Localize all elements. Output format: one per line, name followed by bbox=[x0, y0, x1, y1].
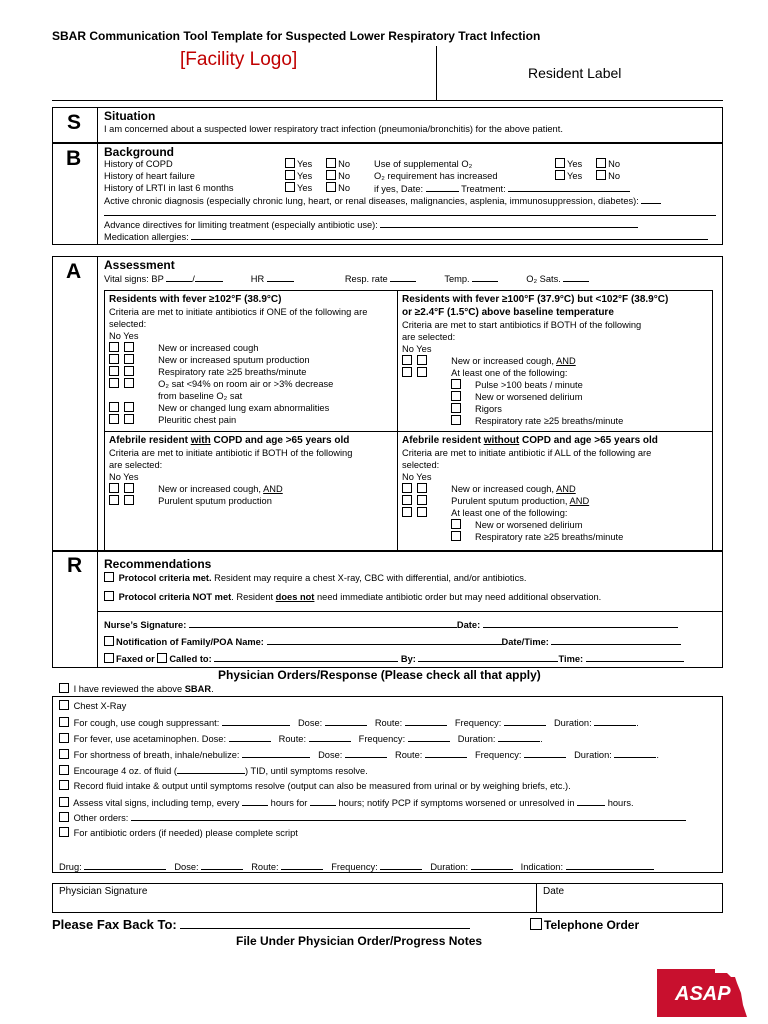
fever-102-item: O₂ sat <94% on room air or >3% decrease bbox=[109, 378, 393, 390]
temp-field[interactable] bbox=[472, 272, 498, 282]
fax-row: Please Fax Back To: bbox=[52, 917, 470, 932]
criteria-met-row: Protocol criteria met. Resident may require a chest X-ray, CBC with differential, and/or antibiotics. bbox=[104, 572, 526, 584]
afebrile-nocopd-item: Purulent sputum production, AND bbox=[402, 495, 710, 507]
item-no-checkbox[interactable] bbox=[402, 483, 412, 493]
item-no-checkbox[interactable] bbox=[109, 495, 119, 505]
item-yes-checkbox[interactable] bbox=[124, 495, 134, 505]
resp-field[interactable] bbox=[390, 272, 416, 282]
sob-medication-field[interactable] bbox=[242, 748, 310, 758]
copd-yes-checkbox[interactable] bbox=[285, 158, 295, 168]
sub-item-checkbox[interactable] bbox=[451, 391, 461, 401]
hf-yes-checkbox[interactable] bbox=[285, 170, 295, 180]
time-field[interactable] bbox=[586, 652, 684, 662]
item-yes-checkbox[interactable] bbox=[124, 402, 134, 412]
fluid-row: Encourage 4 oz. of fluid ( ) TID, until symptoms resolve. bbox=[59, 764, 368, 777]
letter-divider bbox=[97, 143, 98, 245]
recommendations-section bbox=[52, 551, 723, 668]
cough-frequency-field[interactable] bbox=[504, 716, 546, 726]
copd-no-checkbox[interactable] bbox=[326, 158, 336, 168]
afebrile-copd-title: Afebrile resident with COPD and age >65 years old bbox=[109, 435, 350, 446]
item-yes-checkbox[interactable] bbox=[417, 367, 427, 377]
o2-inc-no-checkbox[interactable] bbox=[596, 170, 606, 180]
lrti-yes-checkbox[interactable] bbox=[285, 182, 295, 192]
cough-route-field[interactable] bbox=[405, 716, 447, 726]
record-checkbox[interactable] bbox=[59, 780, 69, 790]
fever-row: For fever, use acetaminophen. Dose: Route: Frequency: Duration: . bbox=[59, 732, 543, 745]
situation-section bbox=[52, 107, 723, 143]
telephone-order-checkbox[interactable] bbox=[530, 918, 542, 930]
physician-date-label: Date bbox=[543, 886, 565, 897]
no-yes-header: No Yes bbox=[402, 344, 432, 354]
drug-duration-field[interactable] bbox=[471, 860, 513, 870]
item-no-checkbox[interactable] bbox=[109, 378, 119, 388]
assessment-letter: A bbox=[66, 260, 82, 283]
situation-letter: S bbox=[67, 111, 82, 134]
physician-date-field[interactable] bbox=[543, 900, 713, 910]
xray-row: Chest X-Ray bbox=[59, 700, 126, 712]
fever-100-item: At least one of the following: bbox=[402, 367, 710, 379]
notification-datetime-field[interactable] bbox=[551, 635, 681, 645]
supp-o2-no-checkbox[interactable] bbox=[596, 158, 606, 168]
fever-frequency-field[interactable] bbox=[408, 732, 450, 742]
sob-row: For shortness of breath, inhale/nebulize: Dose: Route: Frequency: Duration: . bbox=[59, 748, 659, 761]
fever-100-criteria-2: are selected: bbox=[402, 332, 456, 342]
fever-route-field[interactable] bbox=[309, 732, 351, 742]
fever-102-item: Pleuritic chest pain bbox=[109, 414, 393, 426]
copd-label: History of COPD bbox=[104, 159, 173, 169]
heart-failure-label: History of heart failure bbox=[104, 171, 195, 181]
other-orders-checkbox[interactable] bbox=[59, 812, 69, 822]
afebrile-nocopd-sub-item: Respiratory rate ≥25 breaths/minute bbox=[402, 531, 710, 543]
other-orders-field[interactable] bbox=[131, 811, 686, 821]
facility-logo-placeholder: [Facility Logo] bbox=[180, 49, 298, 70]
background-section bbox=[52, 143, 723, 245]
drug-dose-field[interactable] bbox=[201, 860, 243, 870]
resident-label: Resident Label bbox=[528, 65, 622, 81]
lrti-no-checkbox[interactable] bbox=[326, 182, 336, 192]
fax-number-field[interactable] bbox=[180, 917, 470, 929]
antibiotic-row: For antibiotic orders (if needed) please complete script bbox=[59, 827, 298, 839]
physician-signature-field[interactable] bbox=[61, 900, 529, 910]
fever-102-item: Respiratory rate ≥25 breaths/minute bbox=[109, 366, 393, 378]
fluid-amount-field[interactable] bbox=[177, 764, 245, 774]
letter-divider bbox=[97, 256, 98, 551]
letter-divider bbox=[97, 107, 98, 143]
fever-100-item: New or increased cough, AND bbox=[402, 355, 710, 367]
recommendations-heading: Recommendations bbox=[104, 557, 212, 571]
item-yes-checkbox[interactable] bbox=[124, 366, 134, 376]
situation-text: I am concerned about a suspected lower respiratory tract infection (pneumonia/bronchitis) for the above patient. bbox=[104, 124, 563, 134]
reviewed-checkbox[interactable] bbox=[59, 683, 69, 693]
sub-item-checkbox[interactable] bbox=[451, 531, 461, 541]
physician-orders-box bbox=[52, 696, 723, 873]
physician-signature-label: Physician Signature bbox=[59, 886, 148, 897]
o2-inc-yes-checkbox[interactable] bbox=[555, 170, 565, 180]
o2-sats-field[interactable] bbox=[563, 272, 589, 282]
advance-field[interactable] bbox=[380, 218, 638, 228]
telephone-order-row: Telephone Order bbox=[530, 918, 639, 932]
afebrile-nocopd-item: At least one of the following: bbox=[402, 507, 710, 519]
chronic-field[interactable] bbox=[641, 194, 661, 204]
criteria-grid bbox=[104, 290, 713, 552]
item-no-checkbox[interactable] bbox=[109, 414, 119, 424]
afebrile-nocopd-item: New or increased cough, AND bbox=[402, 483, 710, 495]
item-no-checkbox[interactable] bbox=[402, 495, 412, 505]
sub-item-checkbox[interactable] bbox=[451, 519, 461, 529]
allergies-field[interactable] bbox=[191, 230, 708, 240]
nurse-date-field[interactable] bbox=[483, 618, 678, 628]
vitals-hours-field[interactable] bbox=[310, 796, 336, 806]
notification-checkbox[interactable] bbox=[104, 636, 114, 646]
afebrile-nocopd-criteria-2: selected: bbox=[402, 460, 440, 470]
fever-dose-field[interactable] bbox=[229, 732, 271, 742]
item-no-checkbox[interactable] bbox=[109, 354, 119, 364]
faxed-checkbox[interactable] bbox=[104, 653, 114, 663]
called-checkbox[interactable] bbox=[157, 653, 167, 663]
afebrile-nocopd-sub-item: New or worsened delirium bbox=[402, 519, 710, 531]
if-yes-date-row: if yes, Date: Treatment: bbox=[374, 182, 630, 195]
hf-no-checkbox[interactable] bbox=[326, 170, 336, 180]
fever-100-sub-item: Rigors bbox=[402, 403, 710, 415]
o2-inc-yes-no: Yes No bbox=[555, 170, 620, 182]
fever-100-sub-item: New or worsened delirium bbox=[402, 391, 710, 403]
bp-systolic-field[interactable] bbox=[166, 272, 192, 282]
faxed-called-row: Faxed or Called to: By: Time: bbox=[104, 652, 684, 665]
by-field[interactable] bbox=[418, 652, 558, 662]
file-under-note: File Under Physician Order/Progress Notes bbox=[236, 934, 483, 948]
afebrile-nocopd-box bbox=[402, 434, 710, 543]
item-yes-checkbox[interactable] bbox=[124, 354, 134, 364]
item-yes-checkbox[interactable] bbox=[417, 507, 427, 517]
fever-102-box bbox=[109, 293, 393, 426]
fever-100-box bbox=[402, 293, 710, 427]
bp-diastolic-field[interactable] bbox=[195, 272, 223, 282]
item-yes-checkbox[interactable] bbox=[124, 483, 134, 493]
physician-heading: Physician Orders/Response (Please check all that apply) bbox=[218, 668, 541, 682]
assessment-heading: Assessment bbox=[104, 258, 175, 272]
other-orders-row: Other orders: bbox=[59, 811, 686, 824]
sub-item-checkbox[interactable] bbox=[451, 415, 461, 425]
vitals-order-checkbox[interactable] bbox=[59, 797, 69, 807]
fever-102-item: New or changed lung exam abnormalities bbox=[109, 402, 393, 414]
item-yes-checkbox[interactable] bbox=[417, 483, 427, 493]
fever-100-sub-item: Pulse >100 beats / minute bbox=[402, 379, 710, 391]
assessment-section bbox=[52, 256, 723, 551]
allergies-row: Medication allergies: bbox=[104, 230, 708, 243]
no-yes-header: No Yes bbox=[109, 472, 139, 482]
fever-100-sub-item: Respiratory rate ≥25 breaths/minute bbox=[402, 415, 710, 427]
afebrile-copd-box bbox=[109, 434, 393, 507]
cough-checkbox[interactable] bbox=[59, 717, 69, 727]
chronic-row: Active chronic diagnosis (especially chronic lung, heart, or renal diseases, malignancies, asplenia, immunosuppression, diabetes): bbox=[104, 194, 661, 207]
hf-yes-no: Yes No bbox=[285, 170, 350, 182]
sob-frequency-field[interactable] bbox=[524, 748, 566, 758]
script-row: Drug: Dose: Route: Frequency: Duration: Indication: bbox=[59, 860, 654, 873]
o2-date-field[interactable] bbox=[426, 182, 459, 192]
fever-102-item: New or increased cough bbox=[109, 342, 393, 354]
fever-102-title: Residents with fever ≥102°F (38.9°C) bbox=[109, 294, 282, 305]
item-yes-checkbox[interactable] bbox=[417, 495, 427, 505]
advance-row: Advance directives for limiting treatment (especially antibiotic use): bbox=[104, 218, 638, 231]
called-to-field[interactable] bbox=[214, 652, 398, 662]
supp-o2-label: Use of supplemental O₂ bbox=[374, 159, 473, 169]
sob-checkbox[interactable] bbox=[59, 749, 69, 759]
situation-heading: Situation bbox=[104, 109, 156, 123]
treatment-field[interactable] bbox=[508, 182, 630, 192]
background-heading: Background bbox=[104, 145, 175, 159]
recommendations-letter: R bbox=[67, 554, 83, 577]
item-no-checkbox[interactable] bbox=[109, 483, 119, 493]
o2-increased-label: O₂ requirement has increased bbox=[374, 171, 498, 181]
item-no-checkbox[interactable] bbox=[109, 342, 119, 352]
lrti-yes-no: Yes No bbox=[285, 182, 350, 194]
record-row: Record fluid intake & output until symptoms resolve (output can also be measured from urinal or by weighing briefs, etc.). bbox=[59, 780, 571, 792]
afebrile-copd-criteria: Criteria are met to initiate antibiotic if BOTH of the following bbox=[109, 448, 353, 458]
item-yes-checkbox[interactable] bbox=[124, 378, 134, 388]
cough-row: For cough, use cough suppressant: Dose: Route: Frequency: Duration: . bbox=[59, 716, 639, 729]
vitals-notify-field[interactable] bbox=[577, 796, 605, 806]
sub-item-checkbox[interactable] bbox=[451, 403, 461, 413]
afebrile-copd-item: New or increased cough, AND bbox=[109, 483, 393, 495]
antibiotic-checkbox[interactable] bbox=[59, 827, 69, 837]
fever-102-item: New or increased sputum production bbox=[109, 354, 393, 366]
item-no-checkbox[interactable] bbox=[402, 367, 412, 377]
no-yes-header: No Yes bbox=[402, 472, 432, 482]
notification-name-field[interactable] bbox=[267, 635, 502, 645]
sob-duration-field[interactable] bbox=[614, 748, 656, 758]
background-letter: B bbox=[66, 147, 82, 170]
fever-100-title: Residents with fever ≥100°F (37.9°C) but <102°F (38.9°C) bbox=[402, 294, 669, 305]
notification-row: Notification of Family/POA Name: Date/Time: bbox=[104, 635, 681, 648]
hr-field[interactable] bbox=[267, 272, 294, 282]
drug-field[interactable] bbox=[84, 860, 166, 870]
criteria-met-checkbox[interactable] bbox=[104, 572, 114, 582]
cough-suppressant-field[interactable] bbox=[222, 716, 290, 726]
nurse-signature-field[interactable] bbox=[189, 618, 457, 628]
cough-duration-field[interactable] bbox=[594, 716, 636, 726]
drug-frequency-field[interactable] bbox=[380, 860, 422, 870]
afebrile-nocopd-criteria: Criteria are met to initiate antibiotic if ALL of the following are bbox=[402, 448, 652, 458]
fever-102-criteria: Criteria are met to initiate antibiotics if ONE of the following are selected: bbox=[109, 307, 368, 329]
header-rule bbox=[52, 100, 723, 101]
reviewed-row: I have reviewed the above SBAR. bbox=[59, 683, 214, 695]
vital-signs-row: Vital signs: BP / HR Resp. rate Temp. O₂ Sats. bbox=[104, 272, 589, 285]
fever-100-criteria: Criteria are met to start antibiotics if BOTH of the following bbox=[402, 320, 642, 330]
indication-field[interactable] bbox=[566, 860, 654, 870]
item-no-checkbox[interactable] bbox=[402, 355, 412, 365]
letter-divider bbox=[97, 551, 98, 668]
fluid-checkbox[interactable] bbox=[59, 765, 69, 775]
asap-logo bbox=[655, 967, 749, 1017]
asap-logo-text: ASAP bbox=[675, 983, 731, 1005]
vitals-order-row: Assess vital signs, including temp, every hours for hours; notify PCP if symptoms worsened or unresolved in hours. bbox=[59, 796, 634, 809]
lrti-label: History of LRTI in last 6 months bbox=[104, 183, 234, 193]
item-yes-checkbox[interactable] bbox=[124, 414, 134, 424]
physician-signature-box bbox=[52, 883, 723, 913]
no-yes-header: No Yes bbox=[109, 331, 139, 341]
criteria-not-met-row: Protocol criteria NOT met. Resident does not need immediate antibiotic order but may need additional observation. bbox=[104, 591, 601, 603]
item-yes-checkbox[interactable] bbox=[417, 355, 427, 365]
vitals-every-field[interactable] bbox=[242, 796, 268, 806]
afebrile-copd-criteria-2: are selected: bbox=[109, 460, 163, 470]
xray-checkbox[interactable] bbox=[59, 700, 69, 710]
supp-o2-yes-checkbox[interactable] bbox=[555, 158, 565, 168]
header-divider bbox=[436, 46, 437, 100]
item-yes-checkbox[interactable] bbox=[124, 342, 134, 352]
fever-checkbox[interactable] bbox=[59, 733, 69, 743]
fever-102-item-cont: from baseline O₂ sat bbox=[158, 391, 243, 401]
fever-duration-field[interactable] bbox=[498, 732, 540, 742]
sob-route-field[interactable] bbox=[425, 748, 467, 758]
fever-100-title-2: or ≥2.4°F (1.5°C) above baseline temperature bbox=[402, 307, 614, 318]
afebrile-nocopd-title: Afebrile resident without COPD and age >65 years old bbox=[402, 435, 658, 446]
criteria-not-met-checkbox[interactable] bbox=[104, 591, 114, 601]
form-title: SBAR Communication Tool Template for Suspected Lower Respiratory Tract Infection bbox=[52, 29, 541, 43]
item-no-checkbox[interactable] bbox=[402, 507, 412, 517]
cough-dose-field[interactable] bbox=[325, 716, 367, 726]
item-no-checkbox[interactable] bbox=[109, 402, 119, 412]
sob-dose-field[interactable] bbox=[345, 748, 387, 758]
item-no-checkbox[interactable] bbox=[109, 366, 119, 376]
copd-yes-no: Yes No bbox=[285, 158, 350, 170]
supp-o2-yes-no: Yes No bbox=[555, 158, 620, 170]
chronic-field-line[interactable] bbox=[104, 215, 716, 216]
afebrile-copd-item: Purulent sputum production bbox=[109, 495, 393, 507]
drug-route-field[interactable] bbox=[281, 860, 323, 870]
sub-item-checkbox[interactable] bbox=[451, 379, 461, 389]
nurse-signature-row: Nurse’s Signature: Date: bbox=[104, 618, 678, 631]
